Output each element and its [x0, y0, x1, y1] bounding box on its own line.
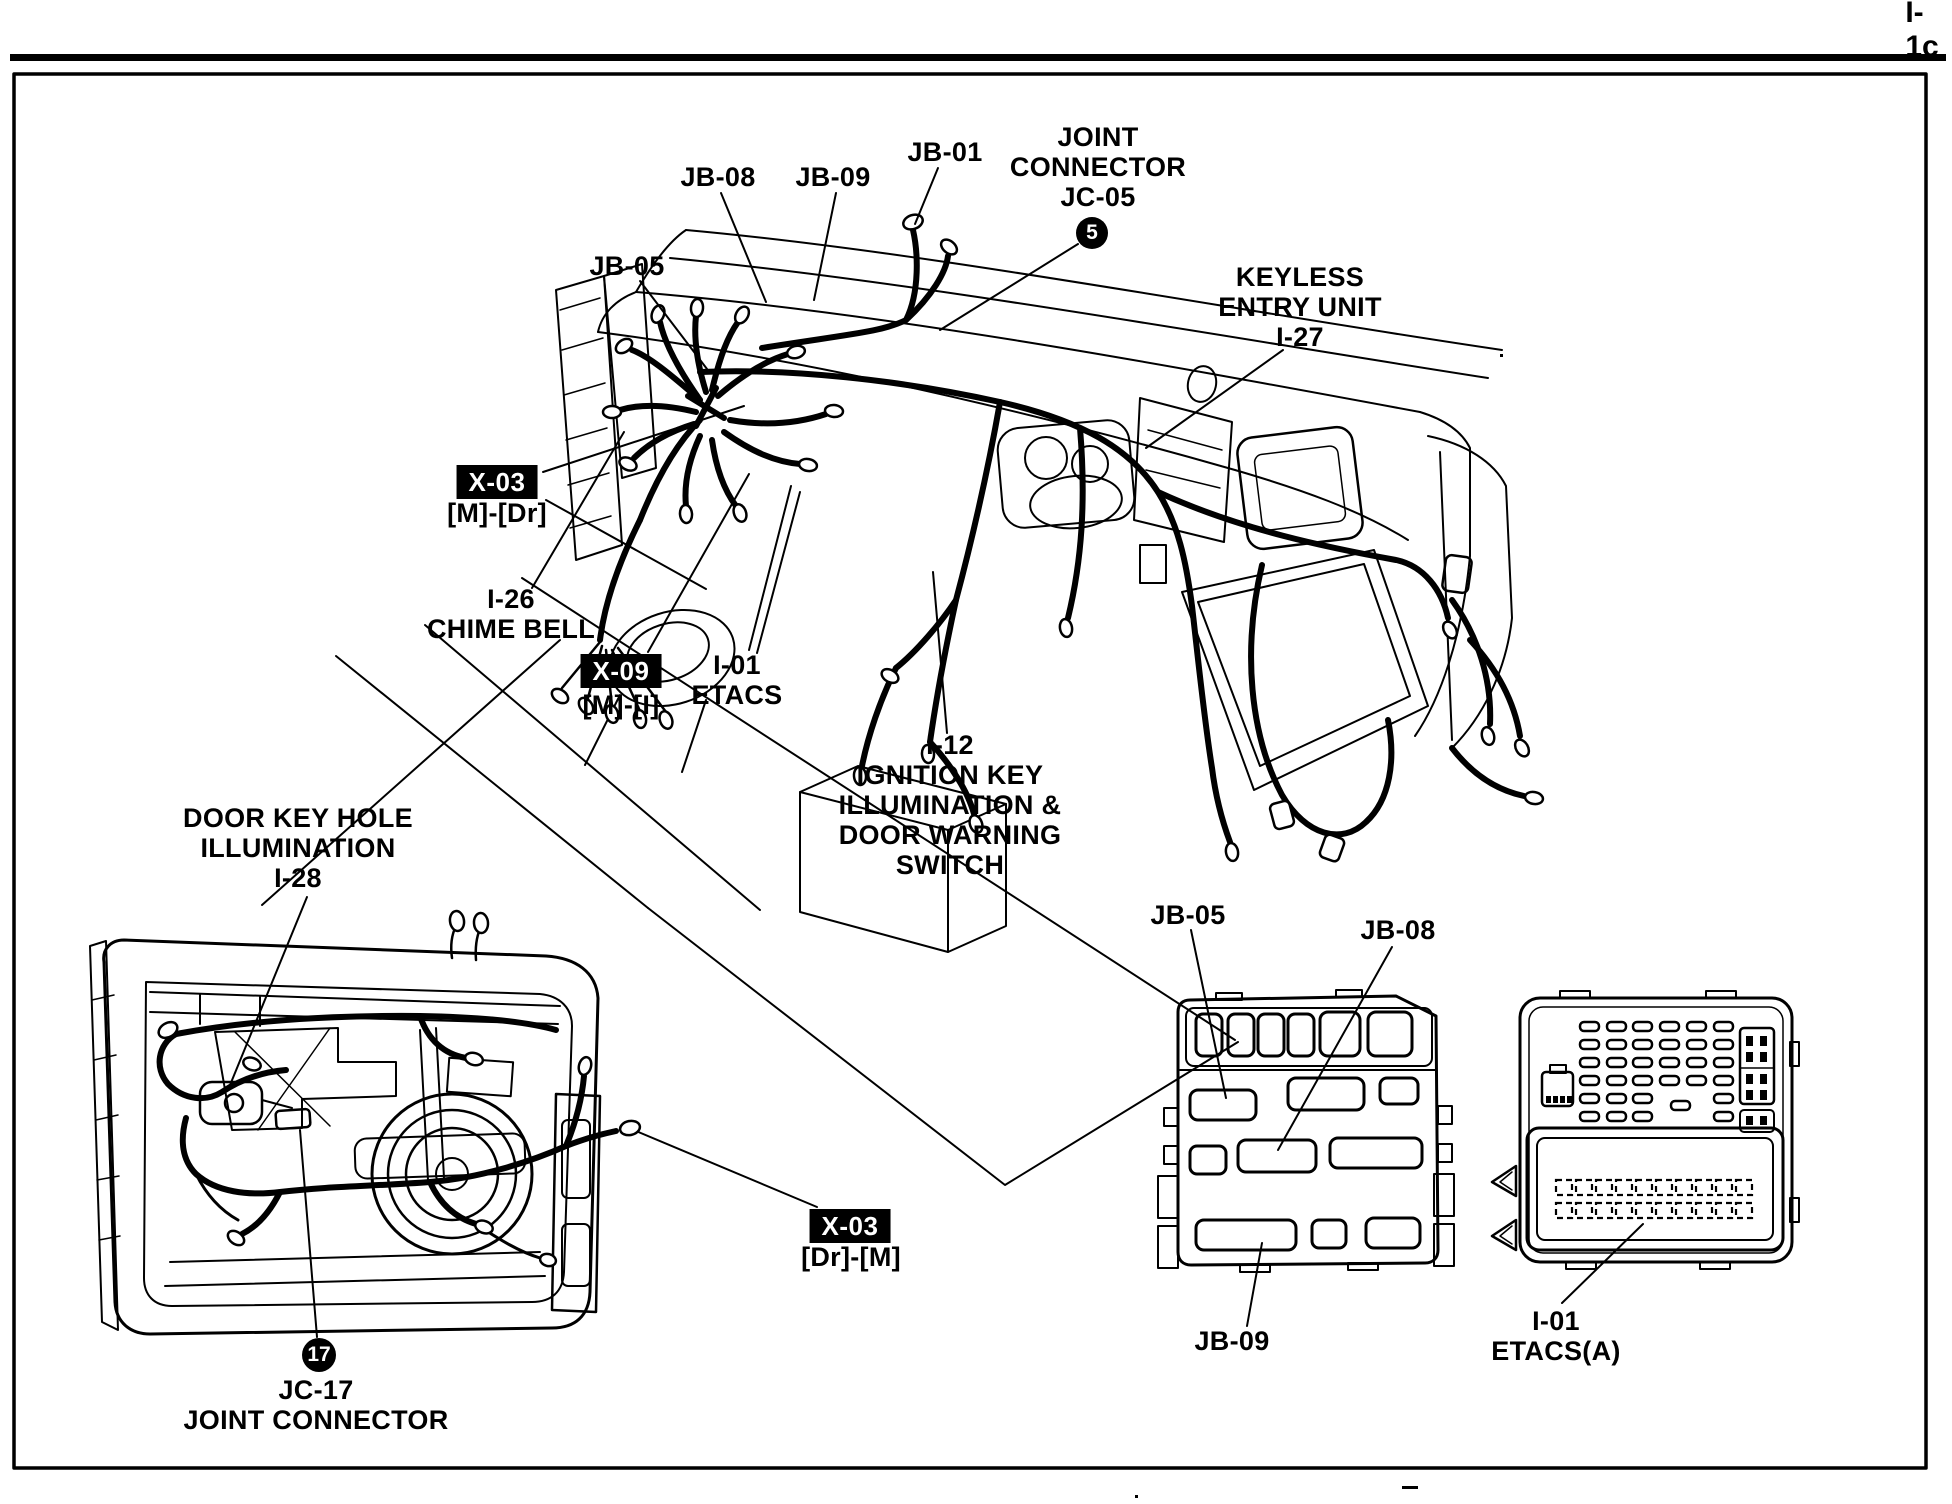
etacs-left-connector — [1542, 1065, 1573, 1106]
top-rule — [10, 54, 1946, 61]
callout-badge-5: 5 — [1076, 217, 1108, 249]
label-x03-dr-m-sub: [Dr]-[M] — [801, 1242, 901, 1272]
label-dash-jb09: JB-09 — [795, 162, 871, 192]
keyless-entry-unit — [1236, 425, 1365, 550]
etacs-vent-slots — [1580, 1022, 1733, 1121]
etacs-right-connector — [1740, 1028, 1774, 1132]
etacs-unit-drawing — [1492, 991, 1799, 1269]
dashboard-structure — [262, 230, 1512, 1185]
callout-badge-17: 17 — [302, 1338, 336, 1372]
tag-x03-dr-m: X-03 — [810, 1209, 891, 1243]
label-junction-jb09: JB-09 — [1194, 1326, 1270, 1356]
jc17-connector — [275, 1109, 310, 1129]
label-etacs-a: I-01 ETACS(A) — [1491, 1306, 1621, 1366]
label-dash-jb01: JB-01 — [907, 137, 983, 167]
tag-x09-m-i: X-09 — [581, 654, 662, 688]
page-code: I-1c — [1905, 0, 1939, 63]
label-dash-jb05: JB-05 — [589, 251, 665, 281]
label-chime-bell: I-26 CHIME BELL — [427, 584, 595, 644]
label-dash-jb08: JB-08 — [680, 162, 756, 192]
label-x09-m-i-sub: [M]-[I] — [582, 690, 660, 720]
junction-side-tabs — [1158, 990, 1454, 1272]
door-harness — [156, 910, 641, 1268]
junction-block-drawing — [1158, 990, 1454, 1272]
etacs-lower-connector — [1527, 1128, 1783, 1250]
label-etacs: I-01 ETACS — [691, 650, 783, 710]
door-structure — [90, 940, 600, 1334]
label-door-key-hole-illumination: DOOR KEY HOLE ILLUMINATION I-28 — [183, 803, 413, 893]
junction-top-slots — [1196, 1012, 1412, 1056]
dashboard-drawing — [262, 212, 1544, 1185]
label-ignition-key-illumination: I-12 IGNITION KEY ILLUMINATION & DOOR WARNING SWITCH — [838, 730, 1062, 880]
label-keyless-entry-unit: KEYLESS ENTRY UNIT I-27 — [1218, 262, 1382, 352]
harness-bundle — [600, 316, 826, 640]
instrument-cluster — [996, 418, 1136, 532]
label-jc17-joint-connector: JC-17 JOINT CONNECTOR — [183, 1375, 449, 1435]
etacs-clips — [1492, 991, 1799, 1269]
label-junction-jb05: JB-05 — [1150, 900, 1226, 930]
door-panel-drawing — [90, 910, 641, 1334]
door-lock-assembly — [200, 1082, 292, 1124]
label-junction-jb08: JB-08 — [1360, 915, 1436, 945]
label-x03-m-dr-sub: [M]-[Dr] — [447, 498, 547, 528]
junction-bottom-slots — [1196, 1218, 1420, 1250]
label-joint-connector-jc05: JOINT CONNECTOR JC-05 — [1009, 122, 1187, 212]
tag-x03-m-dr: X-03 — [457, 465, 538, 499]
